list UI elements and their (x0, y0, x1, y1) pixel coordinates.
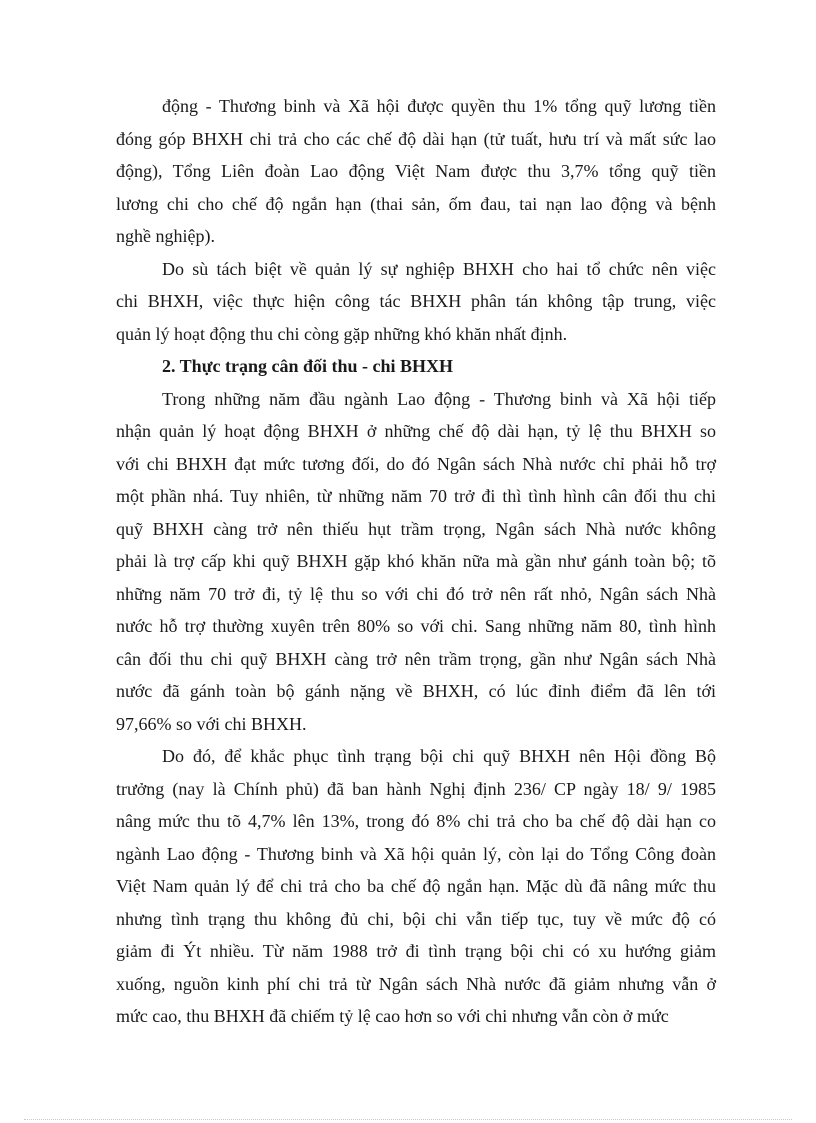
text-line: Do sù tách biệt về quản lý sự nghiệp BHXH cho hai tổ chức nên việc (162, 258, 716, 279)
text-line: quỹ BHXH càng trở nên thiếu hụt trầm trọng, Ngân sách Nhà nước không (116, 518, 716, 539)
text-line: 97,66% so với chi BHXH. (116, 713, 307, 734)
text-line: phải là trợ cấp khi quỹ BHXH gặp khó khăn nữa mà gần như gánh toàn bộ; tõ (116, 551, 716, 571)
text-line: lương chi cho chế độ ngắn hạn (thai sản, ốm đau, tai nạn lao động và bệnh (116, 193, 716, 214)
text-line: đóng góp BHXH chi trả cho các chế độ dài hạn (tử tuất, hưu trí và mất sức lao (116, 128, 716, 149)
text-line: nhưng tình trạng thu không đủ chi, bội chi vẫn tiếp tục, tuy về mức độ có (116, 908, 716, 929)
text-line: động), Tổng Liên đoàn Lao động Việt Nam được thu 3,7% tổng quỹ tiền (116, 161, 716, 181)
text-line: những năm 70 trở đi, tỷ lệ thu so với chi đó trở nên rất nhỏ, Ngân sách Nhà (116, 583, 716, 604)
text-line: nghề nghiệp). (116, 226, 215, 246)
section-heading: 2. Thực trạng cân đối thu - chi BHXH (162, 356, 454, 376)
text-line: nâng mức thu tõ 4,7% lên 13%, trong đó 8% chi trả cho ba chế độ dài hạn co (116, 811, 716, 831)
text-line: ngành Lao động - Thương binh và Xã hội quản lý, còn lại do Tổng Công đoàn (116, 843, 716, 864)
document-body (116, 90, 716, 1033)
text-line: giảm đi Ýt nhiều. Từ năm 1988 trở đi tình trạng bội chi có xu hướng giảm (116, 941, 716, 961)
text-line: cân đối thu chi quỹ BHXH càng trở nên trầm trọng, gần như Ngân sách Nhà (116, 648, 716, 669)
page-bottom-rule (24, 1119, 792, 1120)
text-line: Việt Nam quản lý để chi trả cho ba chế độ ngắn hạn. Mặc dù đã nâng mức thu (116, 876, 716, 896)
text-line: nước hỗ trợ thường xuyên trên 80% so với chi. Sang những năm 80, tình hình (116, 616, 716, 636)
text-line: nước đã gánh toàn bộ gánh nặng về BHXH, có lúc đỉnh điểm đã lên tới (116, 681, 716, 701)
text-line: động - Thương binh và Xã hội được quyền thu 1% tổng quỹ lương tiền (162, 96, 716, 116)
text-line: một phần nhá. Tuy nhiên, từ những năm 70 trở đi thì tình hình cân đối thu chi (116, 486, 716, 506)
text-line: trưởng (nay là Chính phủ) đã ban hành Nghị định 236/ CP ngày 18/ 9/ 1985 (116, 778, 716, 799)
text-line: Do đó, để khắc phục tình trạng bội chi quỹ BHXH nên Hội đồng Bộ (162, 746, 716, 766)
text-line: chi BHXH, việc thực hiện công tác BHXH phân tán không tập trung, việc (116, 291, 716, 311)
text-line: Trong những năm đầu ngành Lao động - Thương binh và Xã hội tiếp (162, 388, 716, 409)
text-line: nhận quản lý hoạt động BHXH ở những chế độ dài hạn, tỷ lệ thu BHXH so (116, 421, 716, 441)
text-line: xuống, nguồn kinh phí chi trả từ Ngân sách Nhà nước đã giảm nhưng vẫn ở (116, 973, 716, 994)
text-line: mức cao, thu BHXH đã chiếm tỷ lệ cao hơn so với chi nhưng vẫn còn ở mức (116, 1006, 669, 1026)
text-line: với chi BHXH đạt mức tương đối, do đó Ngân sách Nhà nước chỉ phải hỗ trợ (116, 453, 716, 474)
text-line: quản lý hoạt động thu chi còng gặp những khó khăn nhất định. (116, 323, 568, 344)
